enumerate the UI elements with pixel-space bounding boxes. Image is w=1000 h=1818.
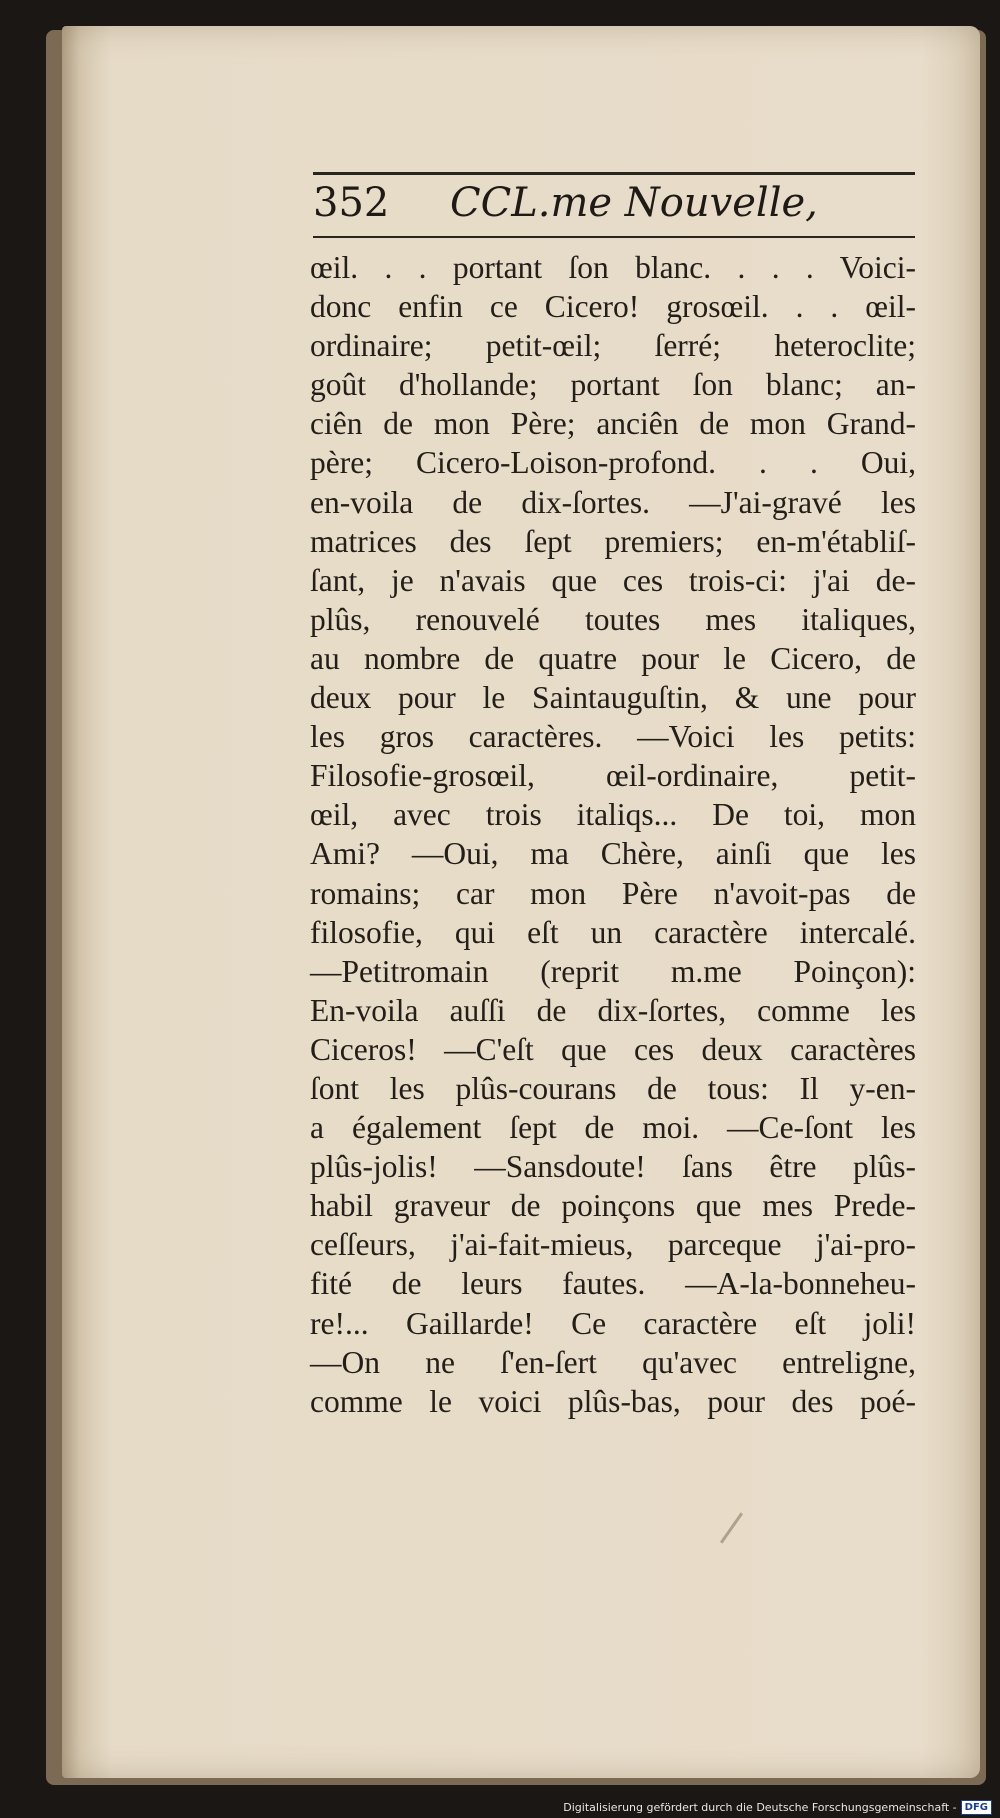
text-line: les gros caractères. —Voici les petits: <box>310 719 916 755</box>
text-line: romains; car mon Père n'avoit-pas de <box>310 875 916 911</box>
text-line: au nombre de quatre pour le Cicero, de <box>310 640 916 676</box>
text-line: œil, avec trois italiqs... De toi, mon <box>310 797 916 833</box>
running-head: CCL.me Nouvelle, <box>450 180 818 226</box>
text-line: ſant, je n'avais que ces trois-ci: j'ai de- <box>310 562 916 598</box>
text-line: habil graveur de poinçons que mes Prede- <box>310 1188 916 1224</box>
text-line: Ciceros! —C'eſt que ces deux caractères <box>310 1031 916 1067</box>
text-line: matrices des ſept premiers; en-m'établiſ- <box>310 523 916 559</box>
text-line: ſont les plûs-courans de tous: Il y-en- <box>310 1070 916 1106</box>
text-line: deux pour le Saintauguſtin, & une pour <box>310 680 916 716</box>
text-line: fité de leurs fautes. —A-la-bonneheu- <box>310 1266 916 1302</box>
header-rule-bottom <box>313 236 915 238</box>
body-text <box>310 248 916 1421</box>
text-line: œil. . . portant ſon blanc. . . . Voici- <box>310 250 916 285</box>
dfg-logo: DFG <box>961 1800 992 1815</box>
header-rule-top <box>313 172 915 175</box>
text-line: comme le voici plûs-bas, pour des poé- <box>310 1383 916 1419</box>
text-line: re!... Gaillarde! Ce caractère eſt joli! <box>310 1305 916 1341</box>
text-line: ciên de mon Père; anciên de mon Grand- <box>310 406 916 442</box>
text-line: en-voila de dix-ſortes. —J'ai-gravé les <box>310 484 916 520</box>
text-line: père; Cicero-Loison-profond. . . Oui, <box>310 445 916 481</box>
text-line: plûs-jolis! —Sansdoute! ſans être plûs- <box>310 1149 916 1185</box>
digitization-credit <box>563 1799 992 1815</box>
text-line: —Petitromain (reprit m.me Poinçon): <box>310 953 916 989</box>
text-line: plûs, renouvelé toutes mes italiques, <box>310 601 916 637</box>
text-line: ceſſeurs, j'ai-fait-mieus, parceque j'ai-pro- <box>310 1227 916 1263</box>
text-line: Ami? —Oui, ma Chère, ainſi que les <box>310 836 916 872</box>
text-line: En-voila auſſi de dix-ſortes, comme les <box>310 992 916 1028</box>
text-line: donc enfin ce Cicero! grosœil. . . œil- <box>310 289 916 325</box>
text-line: goût d'hollande; portant ſon blanc; an- <box>310 367 916 403</box>
text-line: a également ſept de moi. —Ce-ſont les <box>310 1110 916 1146</box>
text-line: ordinaire; petit-œil; ſerré; heteroclite; <box>310 328 916 364</box>
text-line: Filosofie-grosœil, œil-ordinaire, petit- <box>310 758 916 794</box>
credit-text: Digitalisierung gefördert durch die Deutsche Forschungsgemeinschaft - <box>563 1800 957 1814</box>
text-line: —On ne ſ'en-ſert qu'avec entreligne, <box>310 1344 916 1380</box>
text-line: filosofie, qui eſt un caractère intercalé. <box>310 914 916 950</box>
page-number: 352 <box>313 180 390 226</box>
